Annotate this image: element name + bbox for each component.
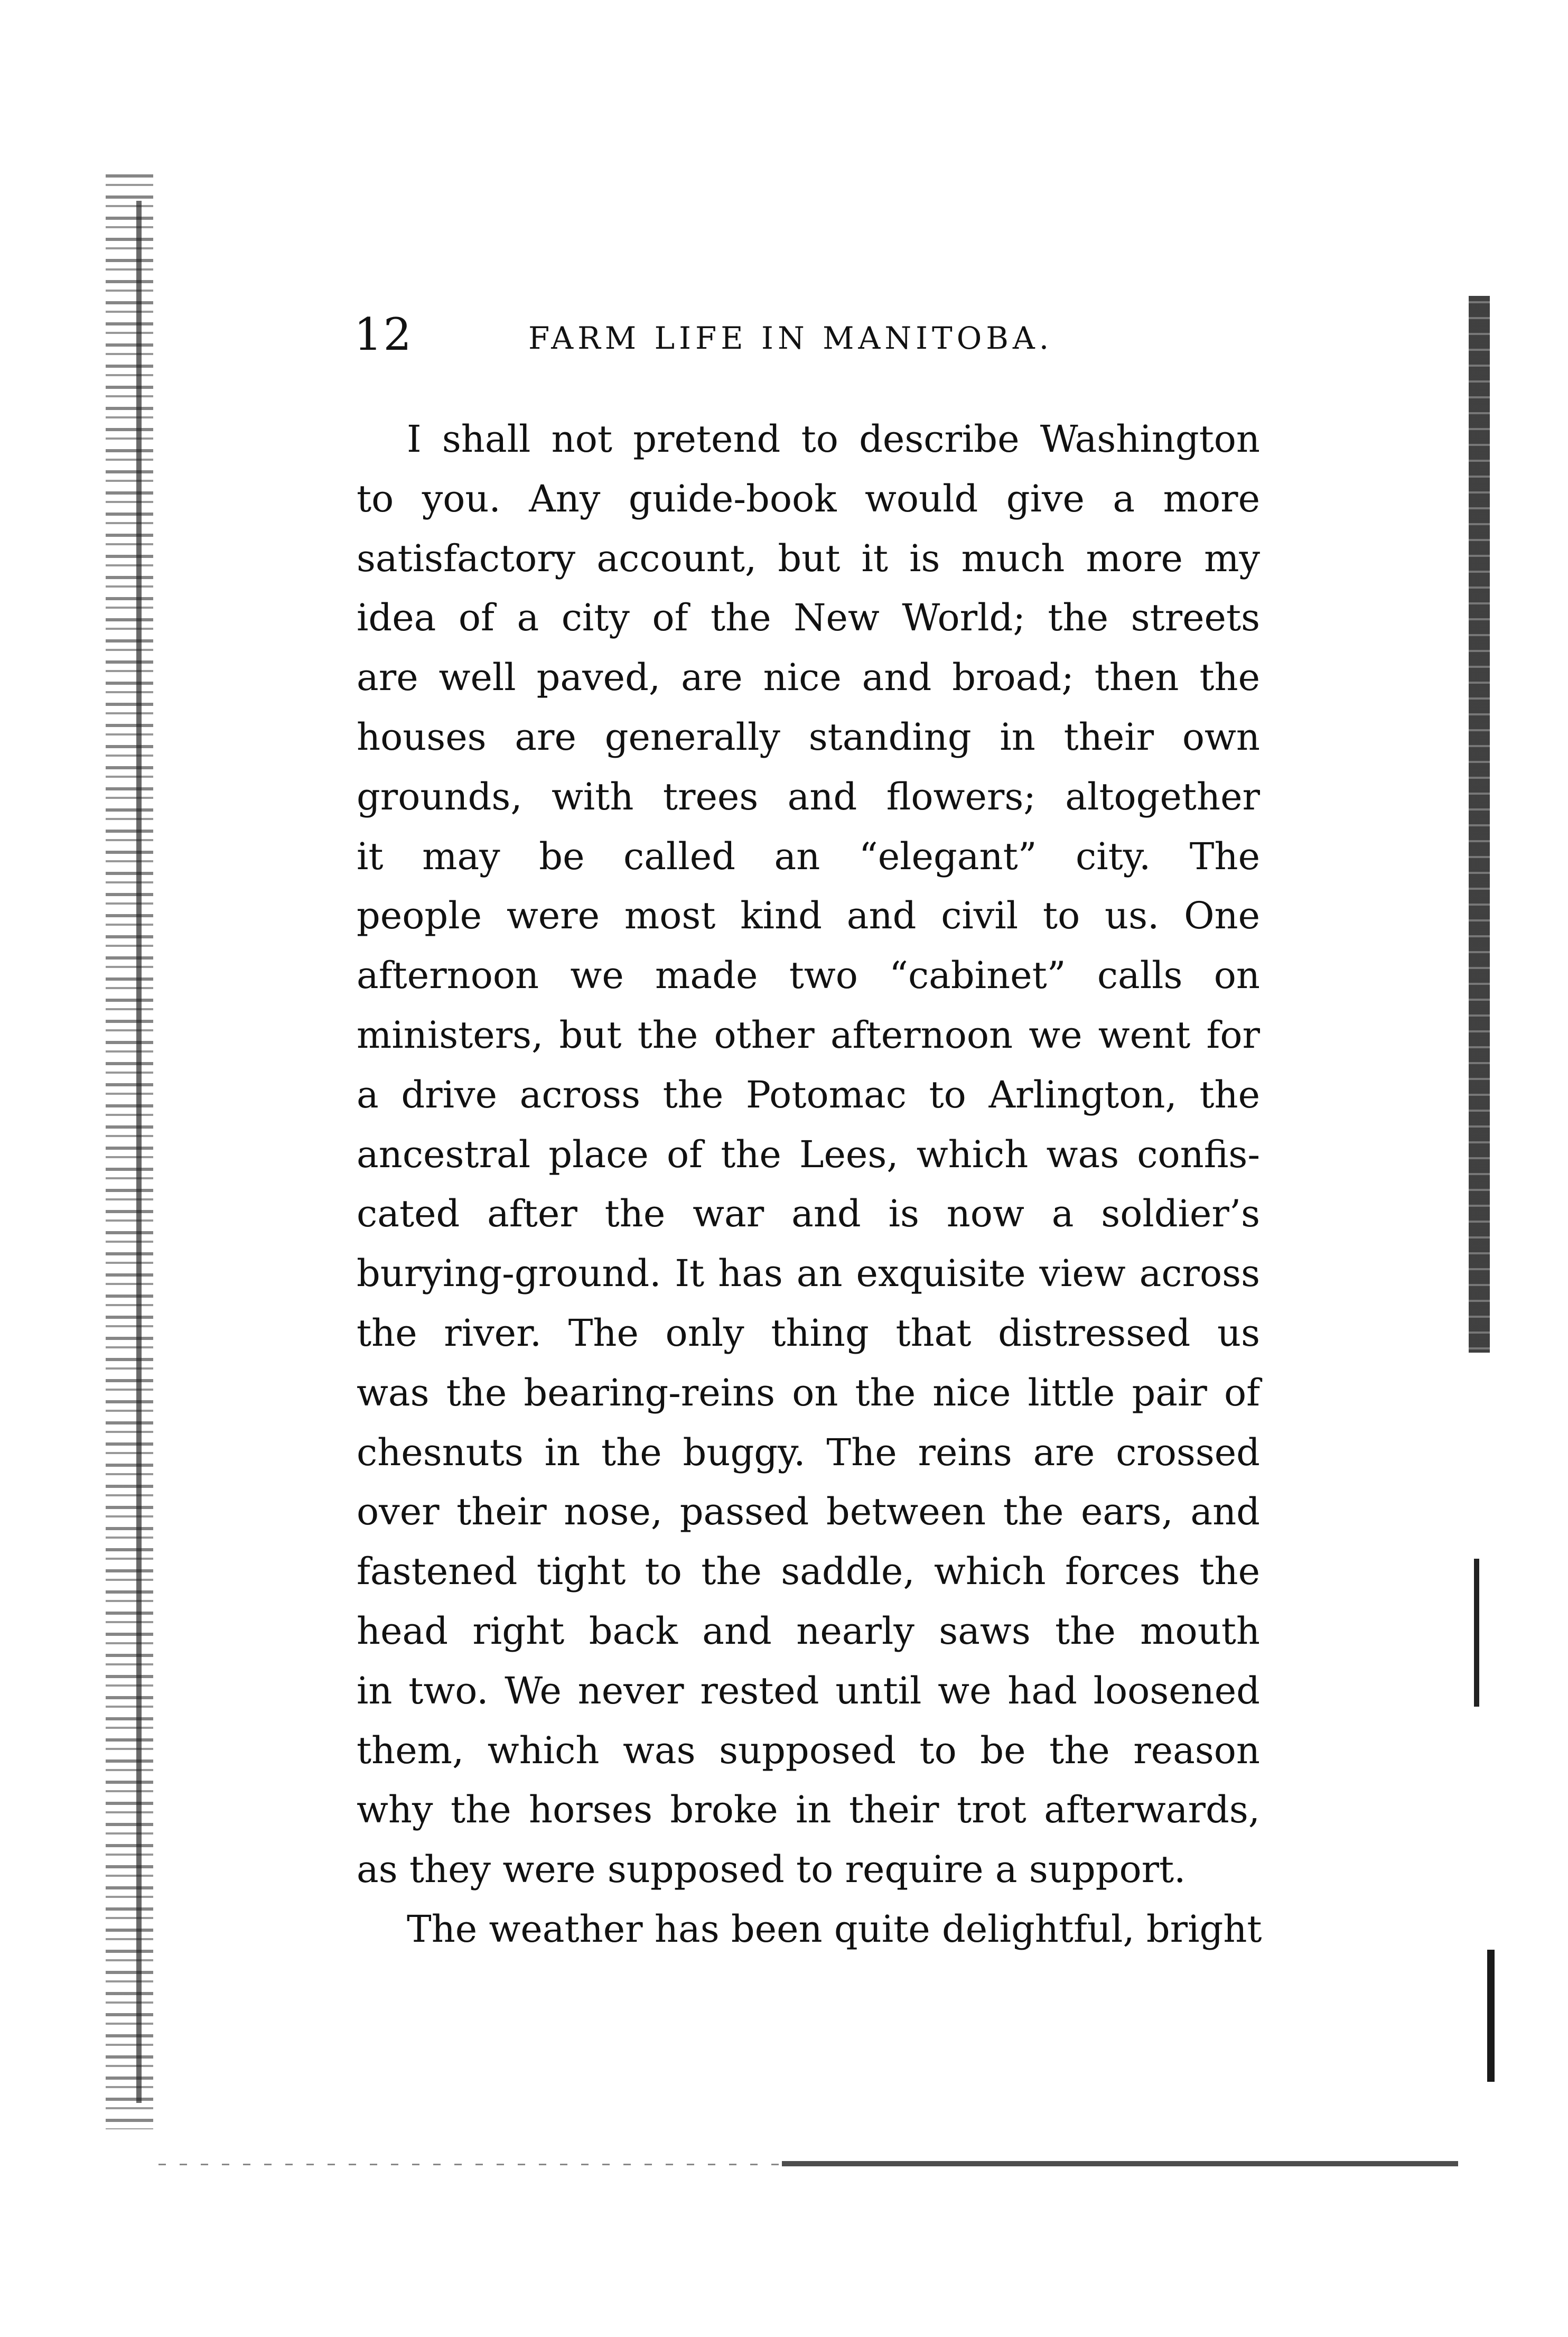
text-line: the river. The only thing that distressed us — [357, 1311, 1260, 1355]
text-line: why the horses broke in their trot afterwards, — [357, 1788, 1260, 1832]
page-edge-right — [1469, 296, 1490, 1353]
text-line: I shall not pretend to describe Washington — [407, 417, 1260, 461]
binding-edge-left-line — [136, 201, 142, 2103]
text-line: satisfactory account, but it is much more my — [357, 536, 1260, 580]
body-text — [357, 409, 1260, 1959]
text-line: over their nose, passed between the ears, and — [357, 1490, 1260, 1534]
text-line: are well paved, are nice and broad; then the — [357, 656, 1260, 700]
bottom-scan-line — [782, 2161, 1458, 2166]
page-edge-right-lower-mark — [1487, 1950, 1495, 2082]
running-head: FARM LIFE IN MANITOBA. — [528, 320, 1053, 356]
text-line: ministers, but the other afternoon we went for — [357, 1013, 1260, 1057]
text-line: them, which was supposed to be the reason — [357, 1728, 1260, 1772]
text-line: cated after the war and is now a soldier’s — [357, 1192, 1260, 1236]
text-line: a drive across the Potomac to Arlington, the — [357, 1073, 1260, 1116]
text-line: burying-ground. It has an exquisite view across — [357, 1252, 1260, 1296]
binding-edge-left — [106, 174, 153, 2129]
text-line: it may be called an “elegant” city. The — [357, 834, 1260, 878]
text-line: fastened tight to the saddle, which forces the — [357, 1550, 1260, 1594]
text-line: grounds, with trees and flowers; altogether — [357, 775, 1260, 818]
text-line: as they were supposed to require a support. — [357, 1848, 1186, 1892]
text-line: The weather has been quite delightful, bright — [407, 1907, 1262, 1951]
page-header — [354, 305, 1278, 369]
text-line: in two. We never rested until we had loosened — [357, 1669, 1260, 1712]
text-line: chesnuts in the buggy. The reins are crossed — [357, 1430, 1260, 1474]
text-line: people were most kind and civil to us. One — [357, 894, 1260, 938]
text-line: afternoon we made two “cabinet” calls on — [357, 954, 1260, 998]
bottom-scan-line-faint — [158, 2164, 782, 2165]
text-line: houses are generally standing in their own — [357, 715, 1260, 759]
page-edge-right-mark — [1474, 1559, 1479, 1707]
text-line: to you. Any guide-book would give a more — [357, 477, 1260, 520]
text-line: idea of a city of the New World; the streets — [357, 596, 1260, 640]
text-line: head right back and nearly saws the mouth — [357, 1609, 1260, 1653]
page-number: 12 — [354, 309, 413, 360]
text-line: was the bearing-reins on the nice little pair of — [357, 1371, 1260, 1414]
text-line: ancestral place of the Lees, which was confis- — [357, 1132, 1260, 1176]
